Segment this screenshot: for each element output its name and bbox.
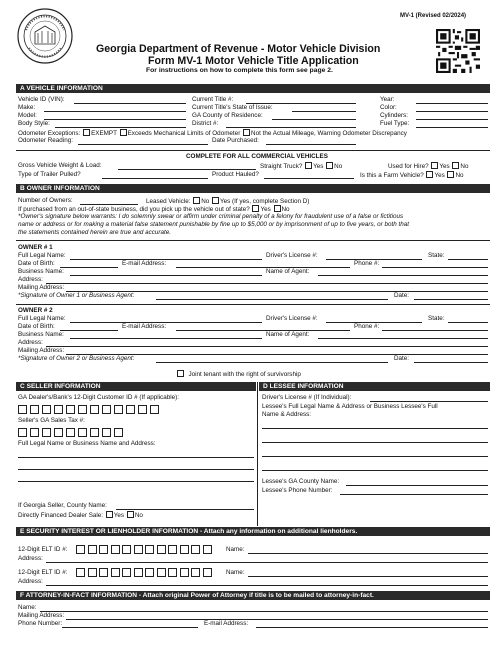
elt-id-char-box[interactable] bbox=[99, 545, 108, 554]
trailer-field[interactable] bbox=[102, 178, 208, 179]
lien1-name-field[interactable] bbox=[248, 553, 488, 554]
sales-tax-char-box[interactable] bbox=[78, 428, 87, 437]
owner1-signature-field[interactable] bbox=[156, 299, 388, 300]
gvw-field[interactable] bbox=[118, 169, 256, 170]
owner1-mailing-label: Mailing Address: bbox=[18, 284, 65, 291]
divider bbox=[16, 304, 490, 305]
owner1-dob-field[interactable] bbox=[60, 267, 118, 268]
owner1-phone-field[interactable] bbox=[382, 267, 488, 268]
divider bbox=[16, 150, 490, 151]
odometer-reading-field[interactable] bbox=[78, 144, 208, 145]
section-d-header: D LESSEE INFORMATION bbox=[259, 382, 490, 391]
sales-tax-char-box[interactable] bbox=[42, 428, 51, 437]
lien2-address-label: Address: bbox=[18, 578, 43, 585]
warrant-text-2: name or address or for making a material false statement punishable by fine up to $5,000 or by imprisonment of up to five years, or both that bbox=[18, 221, 409, 228]
leased-no-checkbox[interactable] bbox=[193, 197, 200, 204]
elt-id-char-box[interactable] bbox=[180, 545, 189, 554]
aif-phone-field[interactable] bbox=[62, 627, 198, 628]
farm-yes-checkbox[interactable] bbox=[426, 171, 433, 178]
owner1-signature-label: *Signature of Owner 1 or Business Agent: bbox=[18, 292, 135, 299]
financed-yes-checkbox[interactable] bbox=[106, 511, 113, 518]
warrant-text-1: *Owner's signature below warrants: I do solemnly swear or affirm under criminal penalty of a felony for fraudulent use of a false or fictitious bbox=[18, 213, 404, 220]
odometer-reading-label: Odometer Reading: bbox=[18, 137, 73, 144]
dealer-id-char-box[interactable] bbox=[138, 405, 147, 414]
district-label: District #: bbox=[192, 120, 219, 127]
section-e-header: E SECURITY INTEREST OR LIENHOLDER INFORMATION - Attach any information on additional lienholders. bbox=[16, 527, 490, 536]
aif-mailing-label: Mailing Address: bbox=[18, 612, 65, 619]
owner1-state-field[interactable] bbox=[448, 259, 488, 260]
product-hauled-field[interactable] bbox=[264, 178, 354, 179]
fuel-type-label: Fuel Type: bbox=[380, 120, 410, 127]
color-label: Color: bbox=[380, 104, 397, 111]
joint-tenant-checkbox[interactable] bbox=[177, 370, 184, 377]
cylinders-label: Cylinders: bbox=[380, 112, 408, 119]
section-b-header: B OWNER INFORMATION bbox=[16, 184, 490, 193]
number-of-owners-label: Number of Owners: bbox=[18, 197, 73, 204]
elt-id-char-box[interactable] bbox=[180, 568, 189, 577]
dealer-id-label: GA Dealer's/Bank's 12-Digit Customer ID # (If applicable): bbox=[18, 394, 179, 401]
elt-id-char-box[interactable] bbox=[157, 568, 166, 577]
elt-id-char-box[interactable] bbox=[203, 568, 212, 577]
elt-id-char-box[interactable] bbox=[168, 545, 177, 554]
instructions-note: For instructions on how to complete this form see page 2. bbox=[146, 67, 333, 74]
lien2-address-field[interactable] bbox=[46, 585, 488, 586]
owner1-business-field[interactable] bbox=[70, 275, 262, 276]
elt1-label: 12-Digit ELT ID #: bbox=[18, 546, 68, 553]
aif-phone-label: Phone Number: bbox=[18, 620, 63, 627]
lessee-dl-field[interactable] bbox=[370, 401, 488, 402]
dealer-id-char-box[interactable] bbox=[114, 405, 123, 414]
divider bbox=[16, 240, 490, 241]
title-state-field[interactable] bbox=[292, 111, 356, 112]
owner2-state-field[interactable] bbox=[448, 322, 488, 323]
elt-id-char-box[interactable] bbox=[111, 568, 120, 577]
elt-id-char-box[interactable] bbox=[99, 568, 108, 577]
dealer-id-char-box[interactable] bbox=[78, 405, 87, 414]
commercial-heading: COMPLETE FOR ALL COMMERCIAL VEHICLES bbox=[186, 153, 328, 160]
owner1-agent-field[interactable] bbox=[318, 275, 488, 276]
seller-name-label: Full Legal Name or Business Name and Address: bbox=[18, 440, 156, 447]
owner2-phone-label: Phone #: bbox=[354, 323, 380, 330]
owner1-date-field[interactable] bbox=[414, 299, 488, 300]
farm-vehicle-row: Is this a Farm Vehicle? Yes No bbox=[360, 172, 464, 179]
dealer-id-char-box[interactable] bbox=[18, 405, 27, 414]
year-label: Year: bbox=[380, 96, 395, 103]
owner2-date-label: Date: bbox=[394, 355, 410, 362]
owner2-mailing-label: Mailing Address: bbox=[18, 347, 65, 354]
vin-label: Vehicle ID (VIN): bbox=[18, 96, 65, 103]
section-c-header: C SELLER INFORMATION bbox=[16, 382, 256, 391]
aif-name-field[interactable] bbox=[40, 611, 488, 612]
financed-sale-row: Directly Financed Dealer Sale: Yes No bbox=[18, 512, 143, 519]
elt-id-char-box[interactable] bbox=[191, 545, 200, 554]
elt-id-char-box[interactable] bbox=[157, 545, 166, 554]
dealer-id-char-box[interactable] bbox=[54, 405, 63, 414]
owner1-heading: OWNER # 1 bbox=[18, 244, 53, 251]
county-label: GA County of Residence: bbox=[192, 112, 263, 119]
district-field[interactable] bbox=[226, 127, 356, 128]
sales-tax-char-box[interactable] bbox=[90, 428, 99, 437]
owner2-name-label: Full Legal Name: bbox=[18, 315, 66, 322]
date-purchased-label: Date Purchased: bbox=[212, 137, 259, 144]
lien2-name-label: Name: bbox=[226, 569, 245, 576]
elt-id-char-box[interactable] bbox=[134, 545, 143, 554]
form-title: Form MV-1 Motor Vehicle Title Application bbox=[148, 55, 359, 67]
lessee-phone-label: Lessee's Phone Number: bbox=[262, 487, 333, 494]
dealer-id-char-box[interactable] bbox=[90, 405, 99, 414]
vin-field[interactable] bbox=[74, 103, 186, 104]
owner1-address-field[interactable] bbox=[46, 283, 488, 284]
lien2-name-field[interactable] bbox=[248, 576, 488, 577]
lessee-name-label-2: Name & Address: bbox=[262, 411, 311, 418]
owner2-business-field[interactable] bbox=[70, 338, 262, 339]
pickup-out-of-state-row: If purchased from an out-of-state business, did you pick up the vehicle out of state? Yes No bbox=[18, 206, 290, 213]
lessee-name-line-1[interactable] bbox=[262, 428, 488, 429]
elt1-boxes[interactable] bbox=[76, 545, 216, 554]
date-purchased-field[interactable] bbox=[266, 144, 356, 145]
elt-id-char-box[interactable] bbox=[168, 568, 177, 577]
aif-email-label: E-mail Address: bbox=[204, 620, 249, 627]
elt-id-char-box[interactable] bbox=[76, 545, 85, 554]
lessee-name-label-1: Lessee's Full Legal Name & Address or Business Lessee's Full bbox=[262, 403, 438, 410]
department-title: Georgia Department of Revenue - Motor Vehicle Division bbox=[96, 43, 381, 55]
odometer-exceptions-row: Odometer Exceptions: EXEMPT Exceeds Mechanical Limits of Odometer Not the Actual Mileage, Warning Odometer Discrepancy bbox=[18, 130, 407, 137]
section-a-header: A VEHICLE INFORMATION bbox=[16, 84, 490, 93]
lessee-name-line-4[interactable] bbox=[262, 470, 488, 471]
owner2-agent-field[interactable] bbox=[318, 338, 488, 339]
form-id: MV-1 (Revised 02/2024) bbox=[400, 13, 467, 19]
owner1-business-label: Business Name: bbox=[18, 268, 64, 275]
owner2-phone-field[interactable] bbox=[382, 330, 488, 331]
pickup-yes-checkbox[interactable] bbox=[252, 205, 259, 212]
seller-county-label: If Georgia Seller, County Name: bbox=[18, 502, 107, 509]
elt-id-char-box[interactable] bbox=[134, 568, 143, 577]
title-state-label: Current Title's State of Issue: bbox=[192, 104, 273, 111]
section-f-header: F ATTORNEY-IN-FACT INFORMATION - Attach original Power of Attorney if title is to be mailed to attorney-in-fact. bbox=[16, 591, 490, 600]
owner2-dob-field[interactable] bbox=[60, 330, 118, 331]
dealer-id-char-box[interactable] bbox=[42, 405, 51, 414]
owner1-email-field[interactable] bbox=[176, 267, 350, 268]
elt-id-char-box[interactable] bbox=[111, 545, 120, 554]
owner2-agent-label: Name of Agent: bbox=[266, 331, 310, 338]
leased-yes-checkbox[interactable] bbox=[212, 197, 219, 204]
pickup-no-checkbox[interactable] bbox=[274, 205, 281, 212]
make-field[interactable] bbox=[44, 111, 186, 112]
owner1-address-label: Address: bbox=[18, 276, 43, 283]
seller-name-line-1[interactable] bbox=[18, 457, 254, 458]
sales-tax-char-box[interactable] bbox=[30, 428, 39, 437]
lessee-county-field[interactable] bbox=[346, 485, 488, 486]
dealer-id-char-box[interactable] bbox=[102, 405, 111, 414]
county-field[interactable] bbox=[272, 119, 356, 120]
lien1-address-label: Address: bbox=[18, 555, 43, 562]
owner1-date-label: Date: bbox=[394, 292, 410, 299]
model-label: Model: bbox=[18, 112, 37, 119]
elt-id-char-box[interactable] bbox=[203, 545, 212, 554]
trailer-label: Type of Trailer Pulled? bbox=[18, 171, 81, 178]
owner1-agent-label: Name of Agent: bbox=[266, 268, 310, 275]
owner1-dob-label: Date of Birth: bbox=[18, 260, 55, 267]
owner2-business-label: Business Name: bbox=[18, 331, 64, 338]
model-field[interactable] bbox=[44, 119, 186, 120]
sales-tax-char-box[interactable] bbox=[66, 428, 75, 437]
straight-truck-yes-checkbox[interactable] bbox=[305, 162, 312, 169]
dealer-id-char-box[interactable] bbox=[66, 405, 75, 414]
sales-tax-char-box[interactable] bbox=[102, 428, 111, 437]
color-field[interactable] bbox=[416, 111, 488, 112]
owner1-name-label: Full Legal Name: bbox=[18, 252, 66, 259]
georgia-revenue-seal-icon bbox=[17, 8, 73, 64]
elt-id-char-box[interactable] bbox=[122, 568, 131, 577]
exempt-checkbox[interactable] bbox=[83, 129, 90, 136]
year-field[interactable] bbox=[416, 103, 488, 104]
owner2-state-label: State: bbox=[428, 315, 445, 322]
lien1-name-label: Name: bbox=[226, 546, 245, 553]
elt-id-char-box[interactable] bbox=[76, 568, 85, 577]
financed-no-checkbox[interactable] bbox=[127, 511, 134, 518]
warrant-text-3: the statements contained herein are true and accurate. bbox=[18, 229, 171, 236]
owner1-dl-label: Driver's License #: bbox=[266, 252, 318, 259]
joint-tenant-row: Joint tenant with the right of survivorship bbox=[176, 370, 301, 379]
lessee-name-line-2[interactable] bbox=[262, 442, 488, 443]
qr-code-icon bbox=[436, 29, 480, 73]
owner2-address-label: Address: bbox=[18, 339, 43, 346]
sales-tax-label: Seller's GA Sales Tax #: bbox=[18, 417, 85, 424]
product-hauled-label: Product Hauled? bbox=[212, 171, 259, 178]
sales-tax-boxes[interactable] bbox=[18, 428, 254, 437]
elt2-boxes[interactable] bbox=[76, 568, 216, 577]
straight-truck-no-checkbox[interactable] bbox=[326, 162, 333, 169]
used-for-hire-row: Used for Hire? Yes No bbox=[388, 163, 469, 170]
dealer-id-boxes[interactable] bbox=[18, 405, 254, 414]
owner2-signature-field[interactable] bbox=[156, 362, 388, 363]
sales-tax-char-box[interactable] bbox=[114, 428, 123, 437]
dealer-id-char-box[interactable] bbox=[30, 405, 39, 414]
dealer-id-char-box[interactable] bbox=[126, 405, 135, 414]
owner1-email-label: E-mail Address: bbox=[122, 260, 167, 267]
hire-yes-checkbox[interactable] bbox=[431, 162, 438, 169]
aif-mailing-field[interactable] bbox=[66, 619, 488, 620]
elt-id-char-box[interactable] bbox=[145, 568, 154, 577]
not-actual-mileage-checkbox[interactable] bbox=[243, 129, 250, 136]
lessee-dl-label: Driver's License # (If Individual): bbox=[262, 394, 352, 401]
elt-id-char-box[interactable] bbox=[88, 568, 97, 577]
make-label: Make: bbox=[18, 104, 36, 111]
owner2-email-field[interactable] bbox=[176, 330, 350, 331]
current-title-label: Current Title #: bbox=[192, 96, 234, 103]
lien1-address-field[interactable] bbox=[46, 562, 488, 563]
seller-name-line-2[interactable] bbox=[18, 469, 254, 470]
leased-vehicle-row: Leased Vehicle: No Yes (If yes, complete Section D) bbox=[146, 198, 310, 205]
body-style-field[interactable] bbox=[55, 127, 186, 128]
seller-county-field[interactable] bbox=[116, 509, 254, 510]
owner2-dob-label: Date of Birth: bbox=[18, 323, 55, 330]
owner2-address-field[interactable] bbox=[46, 346, 488, 347]
lessee-county-label: Lessee's GA County Name: bbox=[262, 478, 340, 485]
owner1-phone-label: Phone #: bbox=[354, 260, 380, 267]
dealer-id-char-box[interactable] bbox=[150, 405, 159, 414]
owner2-signature-label: *Signature of Owner 2 or Business Agent: bbox=[18, 355, 135, 362]
cylinders-field[interactable] bbox=[416, 119, 488, 120]
fuel-type-field[interactable] bbox=[416, 127, 488, 128]
sales-tax-char-box[interactable] bbox=[54, 428, 63, 437]
column-divider bbox=[257, 382, 258, 526]
sales-tax-char-box[interactable] bbox=[18, 428, 27, 437]
exceeds-limits-checkbox[interactable] bbox=[120, 129, 127, 136]
owner2-email-label: E-mail Address: bbox=[122, 323, 167, 330]
aif-email-field[interactable] bbox=[256, 627, 488, 628]
owner2-date-field[interactable] bbox=[414, 362, 488, 363]
lessee-phone-field[interactable] bbox=[340, 494, 488, 495]
owner2-heading: OWNER # 2 bbox=[18, 307, 53, 314]
elt-id-char-box[interactable] bbox=[122, 545, 131, 554]
hire-no-checkbox[interactable] bbox=[452, 162, 459, 169]
aif-name-label: Name: bbox=[18, 604, 37, 611]
elt2-label: 12-Digit ELT ID #: bbox=[18, 569, 68, 576]
owner1-state-label: State: bbox=[428, 252, 445, 259]
farm-no-checkbox[interactable] bbox=[447, 171, 454, 178]
elt-id-char-box[interactable] bbox=[191, 568, 200, 577]
lessee-name-line-3[interactable] bbox=[262, 456, 488, 457]
seller-name-line-3[interactable] bbox=[18, 481, 254, 482]
elt-id-char-box[interactable] bbox=[88, 545, 97, 554]
elt-id-char-box[interactable] bbox=[145, 545, 154, 554]
owner2-dl-label: Driver's License #: bbox=[266, 315, 318, 322]
gvw-label: Gross Vehicle Weight & Load: bbox=[18, 162, 102, 169]
straight-truck-row: Straight Truck? Yes No bbox=[260, 163, 343, 170]
body-style-label: Body Style: bbox=[18, 120, 50, 127]
